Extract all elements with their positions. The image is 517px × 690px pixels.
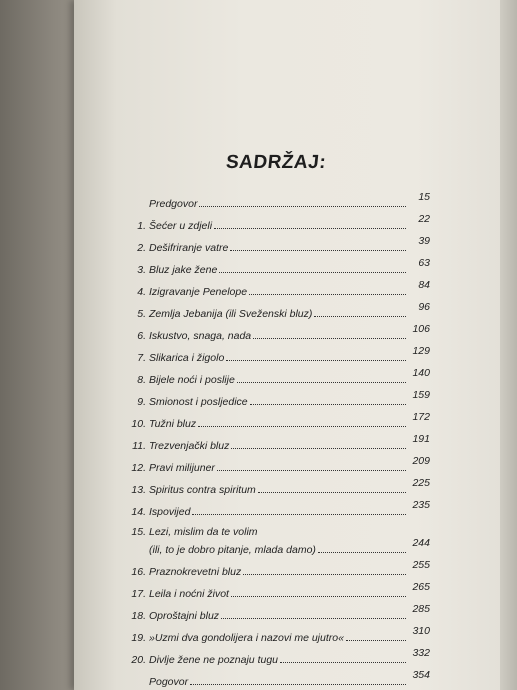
toc-entry: 6. Iskustvo, snaga, nada 106: [137, 323, 430, 342]
toc-entry: 17. Leila i noćni život 265: [131, 581, 430, 600]
toc-entry: Predgovor 15: [149, 191, 430, 210]
toc-entry-continuation: (ili, to je dobro pitanje, mlada damo) 244: [149, 537, 430, 556]
toc-title: SADRŽAJ:: [224, 152, 328, 173]
toc-entry: 5. Zemlja Jebanija (ili Sveženski bluz) 96: [137, 301, 430, 320]
toc-entry: 11. Trezvenjački bluz 191: [132, 433, 430, 452]
toc-entry: 2. Dešifriranje vatre 39: [137, 235, 430, 254]
toc-entry: 13. Spiritus contra spiritum 225: [131, 477, 430, 496]
toc-entry: Pogovor 354: [149, 669, 430, 688]
toc-entry: 8. Bijele noći i poslije 140: [137, 367, 430, 386]
toc-entry: 7. Slikarica i žigolo 129: [137, 345, 430, 364]
toc-entry: 18. Oproštajni bluz 285: [131, 603, 430, 622]
toc-entry: 15. Lezi, mislim da te volim: [131, 526, 258, 538]
toc-entry: 14. Ispovijed 235: [131, 499, 430, 518]
toc-entry: 3. Bluz jake žene 63: [137, 257, 430, 276]
toc-entry: 9. Smionost i posljedice 159: [137, 389, 430, 408]
toc-entry: 1. Šećer u zdjeli 22: [137, 213, 430, 232]
toc-entry: 16. Praznokrevetni bluz 255: [131, 559, 430, 578]
toc-entry: 10. Tužni bluz 172: [131, 411, 430, 430]
toc-entry: 19. »Uzmi dva gondolijera i nazovi me ujutro« 310: [131, 625, 430, 644]
toc-entry: 4. Izigravanje Penelope 84: [137, 279, 430, 298]
toc-entry: 20. Divlje žene ne poznaju tugu 332: [131, 647, 430, 666]
toc-entry: 12. Pravi milijuner 209: [131, 455, 430, 474]
